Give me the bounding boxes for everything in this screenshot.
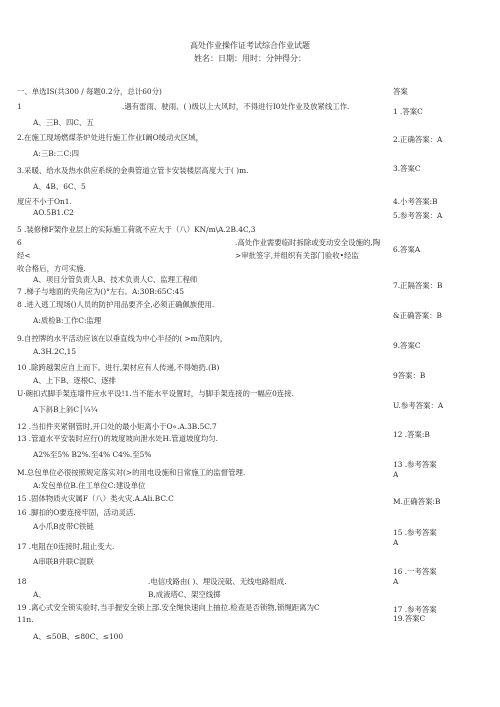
question-line: A、 bbox=[33, 590, 46, 599]
question-text: 6 bbox=[17, 238, 22, 247]
question-line: A下斜B上斜C│¼¼ bbox=[33, 405, 98, 414]
question-text: 19 .离心式安全锁实验时,当手握安全锁上部.安全绳快速向上抽拉.检查是否锁物,锁绳距离为C bbox=[17, 603, 320, 612]
question-text: 17 .电阻在0连接时,阻止变大. bbox=[17, 542, 115, 551]
question-line: 11n. bbox=[17, 615, 34, 624]
answer-item: A bbox=[393, 538, 399, 547]
answer-item: &正确答案：B bbox=[393, 311, 442, 320]
question-line: 度应不小于On1. bbox=[17, 197, 72, 206]
question-line: A:发包单位B.住工单位C:建设单位 bbox=[33, 481, 146, 490]
question-line: B,成液塔C、架空线掷 bbox=[148, 590, 221, 599]
answer-item: 9答案：B bbox=[393, 371, 426, 380]
question-text: 16 .脚扣的O要连接牢固，活动灵活. bbox=[17, 508, 136, 517]
answer-item: 7.正隔答案：B bbox=[393, 281, 443, 290]
question-line: A2%至5% B2%.至4% C4%.至5% bbox=[33, 450, 152, 459]
question-line: A、上下B、逐根C、逐排 bbox=[33, 376, 116, 385]
question-line: A:三B:二C:四 bbox=[33, 149, 80, 158]
answer-item: 17 .参考答案 bbox=[393, 605, 437, 614]
question-text: 18 bbox=[17, 577, 27, 586]
answer-item: 13 .参考答案 bbox=[393, 460, 437, 469]
question-line: A、三B、四C、五 bbox=[33, 118, 94, 127]
question-line: 经< bbox=[17, 251, 31, 260]
question-text: 8 .进入逃工现场()人员的防护用品要齐全,必须正确佩族使用. bbox=[17, 300, 215, 309]
question-text: 12 .当扣件夹紧钢管时,开口处的最小矩离小于O«.A.3B.5C.7 bbox=[17, 422, 217, 431]
answer-item: 15 .参考答案 bbox=[393, 528, 437, 537]
question-text: 9.自控牌的水平活动应该在以垂直线为中心半径的( >m范阳内， bbox=[17, 334, 228, 343]
answer-item: 1 .答案C bbox=[393, 107, 423, 116]
question-text: 5 .装修梯F架作业层上的实际施工荷就不应大于（八）KN/m\A.2B.4C,3 bbox=[17, 225, 256, 234]
section-heading: 一、单选IS(共300 / 每题0.2分，总计60分) bbox=[17, 87, 162, 96]
answer-item: 5.参考答案：A bbox=[393, 211, 443, 220]
answer-item: M.正确答案:B bbox=[393, 497, 441, 506]
question-line: A小爪B皮带C铁链 bbox=[33, 522, 94, 531]
question-line: .遇有雷雨、驶雨、( )级以上大风时，不得进行I0处作业及放紧线工作. bbox=[122, 102, 350, 111]
answer-item: 12 .答案:B bbox=[393, 430, 430, 439]
answer-item: A bbox=[393, 470, 399, 479]
question-line: A、≤50B、≤80C、≤100 bbox=[33, 632, 124, 641]
question-line: .电信戌路由( )、埋设浣砥、无线电路组成. bbox=[148, 577, 287, 586]
page-subtitle: 姓名：日期：用时：分钟得分： bbox=[194, 54, 306, 63]
question-text: M.总包单位必很按照规定落实对(>的用电设施和日常施工的监督管理. bbox=[17, 468, 246, 477]
answer-item: A bbox=[393, 577, 399, 586]
page-title: 高处作业操作证考试综合作业试题 bbox=[190, 41, 310, 50]
question-line: A串联B并联C混联 bbox=[33, 557, 94, 566]
answer-item: 3.答案C bbox=[393, 164, 421, 173]
answer-item: 4.小考答案:B bbox=[393, 197, 438, 206]
answer-item: 19.答案C bbox=[393, 614, 426, 623]
question-line: A、项目分管负责人B、技术负责人C、监理工程师 bbox=[33, 275, 198, 284]
answers-heading: 答案 bbox=[393, 87, 408, 96]
question-text: 10 .除跨越架应自上而下。进行,架材应有人传递,不得她扔.(B) bbox=[17, 363, 220, 372]
question-text: 3.采暖、给水及热水供应系统的金典管道立管卡安装楼层高度大于( )m. bbox=[17, 166, 249, 175]
question-text: 15 .固体物质火灾属F（八）类火灾.A.Ali.BC.C bbox=[17, 494, 174, 503]
answer-item: U.参考答案：A bbox=[393, 401, 444, 410]
question-line: >审批签字,并组织有关部门验收•经监 bbox=[235, 251, 359, 260]
question-line: A:质检B:工作C:监理 bbox=[33, 316, 102, 325]
question-text: 13 .管道水平安装时应行()的坡度坡向泄水处H.管道坡度均匀. bbox=[17, 434, 219, 443]
question-text: 2.在施工现场燃煤茶炉处进行施工作业I阚O缓动火区域， bbox=[17, 133, 204, 142]
question-line: AO.5B1.C2 bbox=[33, 208, 74, 217]
question-line: 收合格后，方可实施. bbox=[17, 264, 86, 273]
answer-item: 2.正确答案：A bbox=[393, 135, 443, 144]
question-line: .高处作业需要临时拆除或变动安全设施的,陶 bbox=[235, 238, 381, 247]
question-text: U·碗扣式脚手架连墙件应水平设!1.当不能水平设置时，与脚手架连接的一幅应0连接. bbox=[17, 389, 294, 398]
answer-item: 9.答案C bbox=[393, 341, 421, 350]
question-line: A.3H.2C,15 bbox=[33, 347, 77, 356]
question-text: 7 .梯子与地面的夹角应为()°左右。A:30B:65C:45 bbox=[17, 287, 185, 296]
question-text: 1 bbox=[17, 102, 22, 111]
answer-item: 16 .一考答案 bbox=[393, 567, 437, 576]
question-line: A、4B、6C、5 bbox=[33, 182, 86, 191]
answer-item: 6.答案A bbox=[393, 245, 421, 254]
